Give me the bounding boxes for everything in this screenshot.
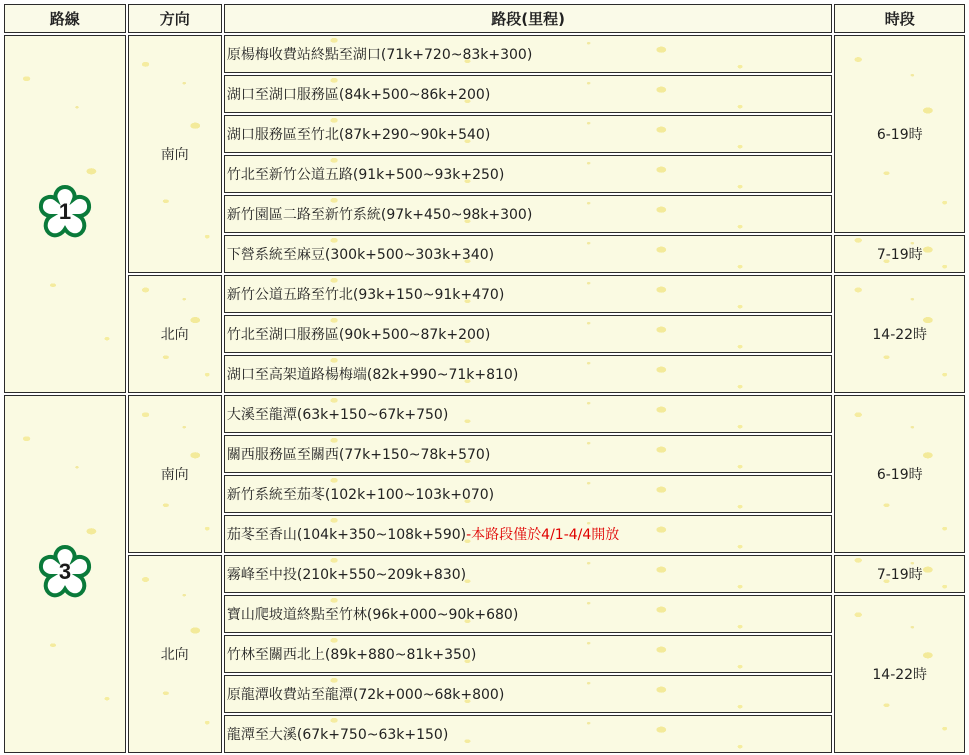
segment-cell: 關西服務區至關西(77k+150~78k+570) [224, 435, 833, 473]
segment-cell-with-note [224, 515, 833, 553]
segment-cell: 寶山爬坡道終點至竹林(96k+000~90k+680) [224, 595, 833, 633]
route-3-number: 3 [58, 559, 71, 584]
time-cell: 6-19時 [834, 35, 965, 233]
route-3-badge-icon [34, 541, 96, 603]
segment-text: 茄苳至香山(104k+350~108k+590) [226, 527, 467, 543]
time-cell: 14-22時 [834, 275, 965, 393]
direction-cell: 南向 [128, 395, 222, 553]
table-row [4, 35, 965, 73]
segment-cell: 霧峰至中投(210k+550~209k+830) [224, 555, 833, 593]
route-3-cell [4, 395, 126, 753]
table-row [4, 395, 965, 433]
header-route: 路線 [4, 4, 126, 33]
route-1-cell [4, 35, 126, 393]
header-time: 時段 [834, 4, 965, 33]
header-segment: 路段(里程) [224, 4, 833, 33]
segment-cell: 龍潭至大溪(67k+750~63k+150) [224, 715, 833, 753]
segment-cell: 新竹系統至茄苳(102k+100~103k+070) [224, 475, 833, 513]
segment-note: -本路段僅於4/1-4/4開放 [466, 527, 620, 543]
route-1-number: 1 [58, 199, 71, 224]
time-cell: 14-22時 [834, 595, 965, 753]
route-1-badge-icon [34, 181, 96, 243]
direction-cell: 北向 [128, 555, 222, 753]
time-cell: 7-19時 [834, 235, 965, 273]
time-cell: 7-19時 [834, 555, 965, 593]
schedule-table [2, 2, 967, 755]
segment-cell: 湖口至高架道路楊梅端(82k+990~71k+810) [224, 355, 833, 393]
segment-cell: 湖口至湖口服務區(84k+500~86k+200) [224, 75, 833, 113]
segment-cell: 新竹園區二路至新竹系統(97k+450~98k+300) [224, 195, 833, 233]
segment-cell: 原龍潭收費站至龍潭(72k+000~68k+800) [224, 675, 833, 713]
segment-cell: 下營系統至麻豆(300k+500~303k+340) [224, 235, 833, 273]
segment-cell: 新竹公道五路至竹北(93k+150~91k+470) [224, 275, 833, 313]
segment-cell: 原楊梅收費站終點至湖口(71k+720~83k+300) [224, 35, 833, 73]
segment-cell: 大溪至龍潭(63k+150~67k+750) [224, 395, 833, 433]
header-direction: 方向 [128, 4, 222, 33]
table-row [4, 555, 965, 593]
segment-cell: 竹林至關西北上(89k+880~81k+350) [224, 635, 833, 673]
direction-cell: 北向 [128, 275, 222, 393]
header-row [4, 4, 965, 33]
segment-cell: 竹北至湖口服務區(90k+500~87k+200) [224, 315, 833, 353]
table-row [4, 275, 965, 313]
direction-cell: 南向 [128, 35, 222, 273]
segment-cell: 湖口服務區至竹北(87k+290~90k+540) [224, 115, 833, 153]
time-cell: 6-19時 [834, 395, 965, 553]
segment-cell: 竹北至新竹公道五路(91k+500~93k+250) [224, 155, 833, 193]
